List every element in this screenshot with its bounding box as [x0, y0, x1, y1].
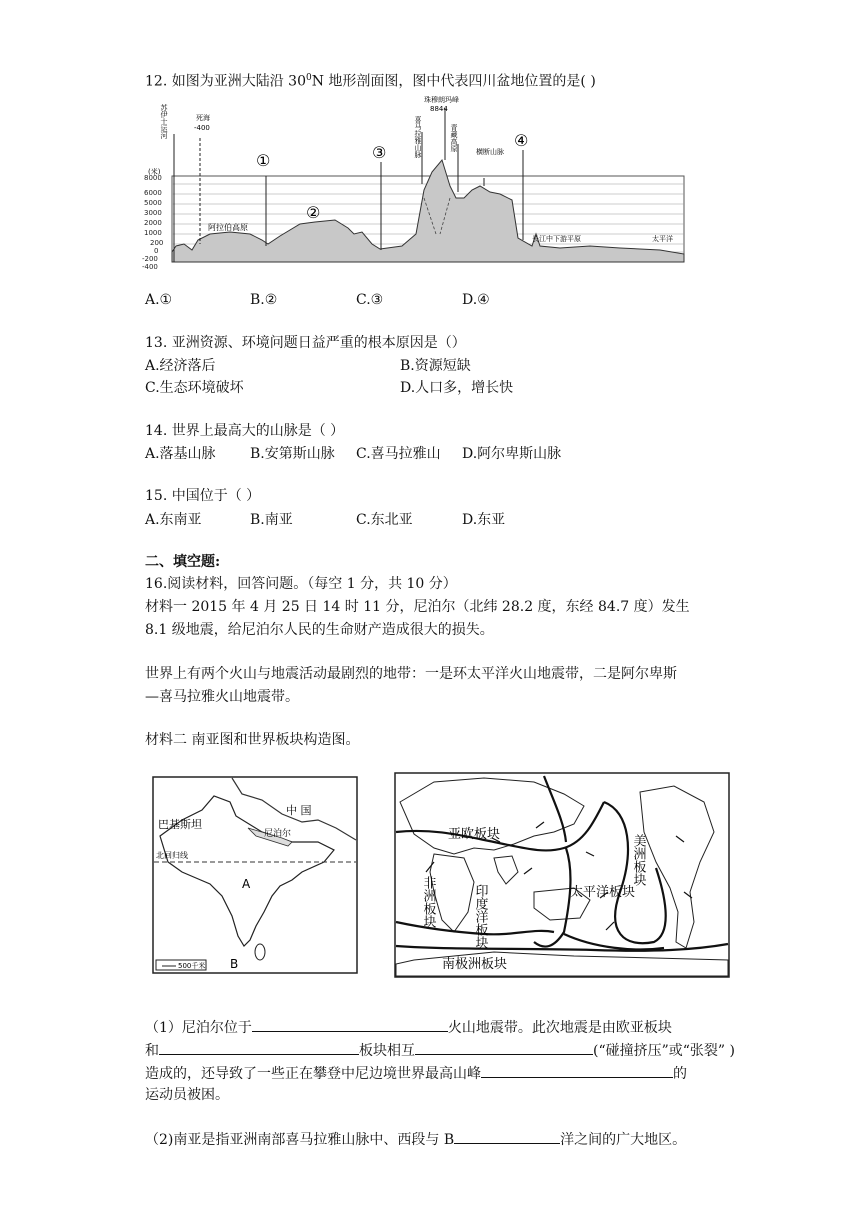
answer-2-line1: （2)南亚是指亚洲南部喜马拉雅山脉中、西段与 B 洋之间的广大地区。 [145, 1128, 686, 1150]
q12-stem: 12. 如图为亚洲大陆沿 $30^0N$ 地形剖面图，图中代表四川盆地位置的是( ) [145, 73, 596, 90]
q13-stem: 13. 亚洲资源、环境问题日益严重的根本原因是（） [145, 335, 466, 351]
q15-stem: 15. 中国位于（ ） [145, 488, 261, 504]
label-pacific: 太平洋 [652, 235, 673, 243]
profile-y-unit: (米) [148, 168, 161, 176]
profile-tick: 3000 [144, 209, 162, 217]
label-china: 中 国 [286, 804, 312, 817]
q14-option-a[interactable]: A.落基山脉 [145, 446, 216, 462]
label-tibet: 青藏高原 [450, 124, 458, 152]
label-tropic: 北回归线 [156, 851, 188, 860]
section-title: 二、填空题: [145, 554, 221, 570]
blank-volcanic-belt[interactable] [252, 1016, 448, 1032]
q12-option-a[interactable]: A.① [145, 292, 173, 308]
label-everest-value: 8844 [430, 105, 448, 113]
q15-option-b[interactable]: B.南亚 [250, 512, 293, 528]
label-suez: 苏伊士运河 [160, 104, 168, 139]
marker-3: ③ [372, 143, 387, 162]
profile-tick: -400 [142, 263, 158, 270]
label-dead-sea: 死海 [196, 114, 210, 122]
label-arabian: 阿拉伯高原 [208, 223, 248, 232]
q14-option-d[interactable]: D.阿尔卑斯山脉 [462, 446, 562, 462]
label-eurasian-plate: 亚欧板块 [448, 827, 501, 842]
q12-option-b[interactable]: B.② [250, 292, 278, 308]
profile-tick: 1000 [144, 229, 162, 237]
answer-1-line2: 和 板块相互 (“碰撞挤压”或“张裂” ) [145, 1039, 735, 1061]
q16-stem: 16.阅读材料，回答问题。（每空 1 分，共 10 分） [145, 576, 457, 592]
q15-option-c[interactable]: C.东北亚 [356, 512, 413, 528]
marker-2: ② [306, 203, 321, 222]
profile-tick: -200 [142, 255, 158, 263]
label-nepal: 尼泊尔 [264, 829, 292, 839]
marker-1: ① [256, 151, 271, 170]
answer-1-line4: 运动员被困。 [145, 1087, 229, 1103]
profile-tick: 0 [154, 247, 159, 255]
blank-ocean-b[interactable] [454, 1128, 560, 1144]
profile-tick: 2000 [144, 219, 162, 227]
map-scale: 500千米 [178, 962, 206, 970]
q15-option-d[interactable]: D.东亚 [462, 512, 506, 528]
label-antarctic-plate: 南极洲板块 [442, 957, 508, 972]
answer-1-line3: 造成的，还导致了一些正在攀登中尼边境世界最高山峰 的 [145, 1062, 687, 1084]
q13-option-c[interactable]: C.生态环境破坏 [145, 380, 244, 396]
label-american-plate: 美洲板块 [630, 834, 646, 886]
label-african-plate: 非洲板块 [420, 876, 436, 928]
profile-tick: 6000 [144, 189, 162, 197]
material2: 材料二 南亚图和世界板块构造图。 [145, 732, 360, 748]
q15-option-a[interactable]: A.东南亚 [145, 512, 202, 528]
label-yangtze: 长江中下游平原 [532, 235, 581, 243]
label-a: A [242, 877, 251, 891]
blank-highest-peak[interactable] [481, 1062, 673, 1078]
blank-plate-name[interactable] [159, 1039, 359, 1055]
material1-para2-line2: —喜马拉雅火山地震带。 [145, 689, 299, 705]
label-pacific-plate: 太平洋板块 [570, 885, 636, 900]
label-everest: 珠穆朗玛峰 [424, 96, 459, 104]
profile-tick: 8000 [144, 174, 162, 182]
label-himalaya: 喜马拉雅山脉 [414, 116, 422, 158]
q14-option-b[interactable]: B.安第斯山脉 [250, 446, 335, 462]
material1-line2: 8.1 级地震，给尼泊尔人民的生命财产造成很大的损失。 [145, 622, 494, 638]
q13-option-a[interactable]: A.经济落后 [145, 358, 216, 374]
material1-line1: 材料一 2015 年 4 月 25 日 14 时 11 分，尼泊尔（北纬 28.2 度，东经 84.7 度）发生 [145, 599, 690, 615]
label-pakistan: 巴基斯坦 [158, 818, 202, 831]
terrain-profile-figure [140, 94, 692, 270]
terrain-fill [172, 160, 684, 262]
label-hengduan: 横断山脉 [476, 148, 504, 156]
answer-1-line1: （1）尼泊尔位于 火山地震带。此次地震是由欧亚板块 [145, 1016, 672, 1038]
label-indian-plate: 印度洋板块 [472, 884, 488, 949]
label-b: B [230, 957, 239, 971]
label-dead-sea-value: -400 [194, 124, 210, 132]
material1-para2-line1: 世界上有两个火山与地震活动最剧烈的地带：一是环太平洋火山地震带，二是阿尔卑斯 [145, 666, 677, 682]
q13-option-d[interactable]: D.人口多，增长快 [400, 380, 514, 396]
q12-option-c[interactable]: C.③ [356, 292, 384, 308]
marker-4: ④ [514, 131, 529, 150]
q14-stem: 14. 世界上最高大的山脉是（ ） [145, 423, 345, 439]
south-asia-map [152, 776, 358, 974]
q14-option-c[interactable]: C.喜马拉雅山 [356, 446, 441, 462]
q13-option-b[interactable]: B.资源短缺 [400, 358, 471, 374]
profile-tick: 5000 [144, 199, 162, 207]
blank-plate-motion[interactable] [415, 1039, 593, 1055]
profile-tick: 200 [150, 239, 164, 247]
q12-option-d[interactable]: D.④ [462, 292, 490, 308]
world-plates-map [394, 772, 730, 978]
